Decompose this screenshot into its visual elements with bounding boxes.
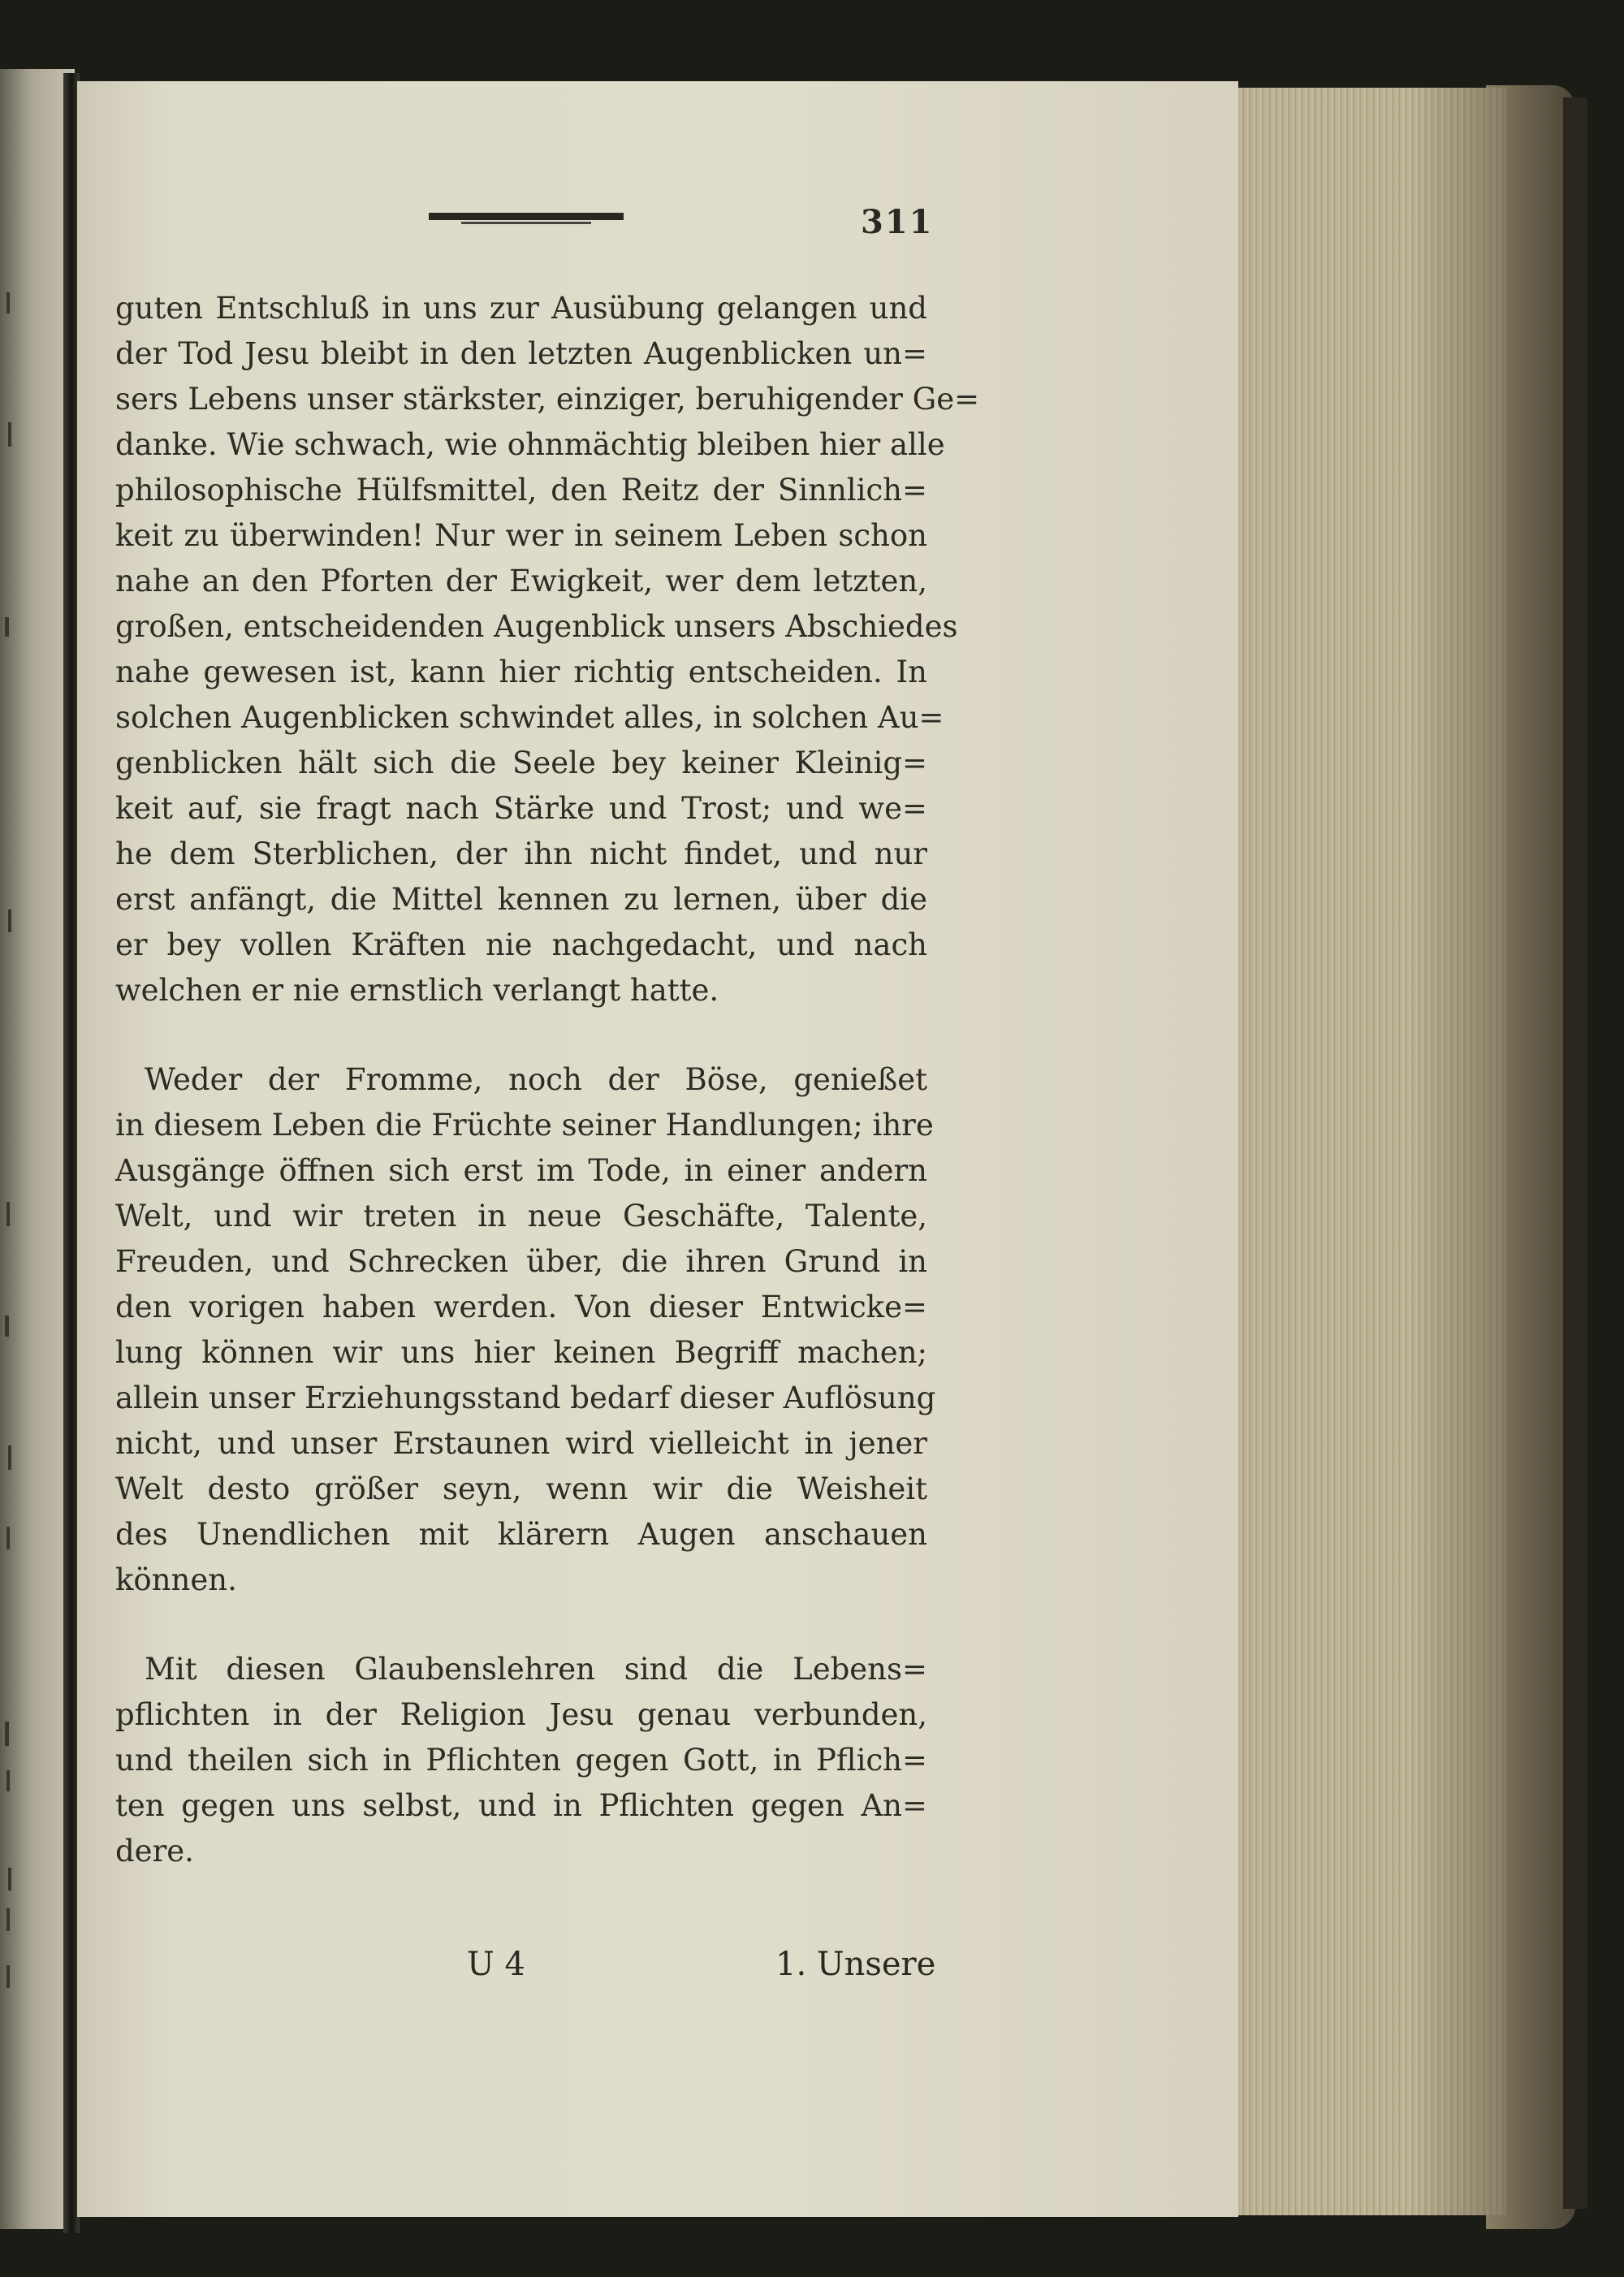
text-line: Weder der Fromme, noch der Böse, genießet (145, 1062, 927, 1097)
text-line: sers Lebens unser stärkster, einziger, beruhigender Ge= (115, 382, 980, 417)
text-line: Welt, und wir treten in neue Geschäfte, Talente, (115, 1199, 927, 1234)
text-line: in diesem Leben die Früchte seiner Handlungen; ihre (115, 1108, 934, 1143)
text-line: welchen er nie ernstlich verlangt hatte. (115, 973, 719, 1008)
text-line: nahe gewesen ist, kann hier richtig entscheiden. In (115, 655, 927, 689)
text-line: und theilen sich in Pflichten gegen Gott, in Pflich= (115, 1743, 927, 1778)
text-line: keit zu überwinden! Nur wer in seinem Leben schon (115, 518, 927, 553)
text-line: Welt desto größer seyn, wenn wir die Weisheit (115, 1471, 927, 1506)
text-line: des Unendlichen mit klärern Augen anschauen (115, 1517, 927, 1552)
text-line: lung können wir uns hier keinen Begriff machen; (115, 1335, 927, 1370)
text-line: solchen Augenblicken schwindet alles, in solchen Au= (115, 700, 944, 735)
left-page-text-fragments (0, 0, 57, 2277)
text-line: den vorigen haben werden. Von dieser Entwicke= (115, 1290, 927, 1324)
text-line: he dem Sterblichen, der ihn nicht findet, und nur (115, 836, 927, 871)
text-line: dere. (115, 1834, 194, 1869)
book-cover-shadow (1563, 97, 1587, 2209)
text-line: Mit diesen Glaubenslehren sind die Lebens= (145, 1652, 927, 1687)
text-line: ten gegen uns selbst, und in Pflichten gegen An= (115, 1788, 927, 1823)
text-line: nahe an den Pforten der Ewigkeit, wer dem letzten, (115, 564, 927, 598)
text-line: genblicken hält sich die Seele bey keiner Kleinig= (115, 745, 927, 780)
page-body-text (115, 286, 980, 1874)
text-line: Freuden, und Schrecken über, die ihren Grund in (115, 1244, 927, 1279)
text-line: Ausgänge öffnen sich erst im Tode, in einer andern (115, 1153, 927, 1188)
text-line: philosophische Hülfsmittel, den Reitz der Sinnlich= (115, 473, 927, 508)
text-line: großen, entscheidenden Augenblick unsers Abschiedes (115, 609, 958, 644)
text-line: nicht, und unser Erstaunen wird vielleicht in jener (115, 1426, 927, 1461)
text-line: guten Entschluß in uns zur Ausübung gelangen und (115, 291, 927, 326)
paragraph-gap (115, 1603, 927, 1647)
text-line: keit auf, sie fragt nach Stärke und Trost; und we= (115, 791, 927, 826)
page-number: 311 (861, 203, 934, 241)
text-line: erst anfängt, die Mittel kennen zu lernen, über die (115, 882, 927, 917)
header-rule (429, 213, 624, 226)
text-line: danke. Wie schwach, wie ohnmächtig bleiben hier alle (115, 427, 945, 462)
text-line: allein unser Erziehungsstand bedarf dieser Auflösung (115, 1380, 936, 1415)
paragraph-gap (115, 1013, 927, 1057)
text-line: der Tod Jesu bleibt in den letzten Augenblicken un= (115, 336, 927, 371)
catchword: 1. Unsere (775, 1946, 936, 1983)
page-block-edge (1226, 88, 1506, 2215)
text-line: er bey vollen Kräften nie nachgedacht, und nach (115, 927, 927, 962)
text-line: pflichten in der Religion Jesu genau verbunden, (115, 1697, 927, 1732)
signature-mark: U 4 (467, 1946, 525, 1983)
text-line: können. (115, 1562, 237, 1597)
